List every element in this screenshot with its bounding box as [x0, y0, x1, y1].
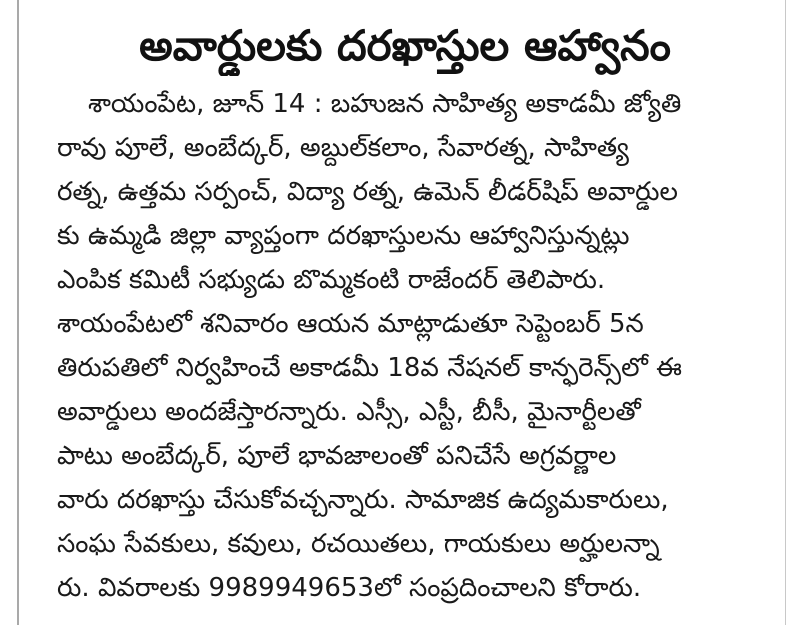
article-body-line: శాయంపేటలో శనివారం ఆయన మాట్లాడుతూ సెప్టెంబర్ 5న [57, 309, 644, 339]
article-body-line: రత్న, ఉత్తమ సర్పంచ్, విద్యా రత్న, ఉమెన్ లీడర్‌షిప్ అవార్డుల [57, 177, 678, 207]
article-body-line: రావు పూలే, అంబేద్కర్, అబ్దుల్‌కలాం, సేవారత్న, సాహిత్య [57, 133, 629, 163]
article-body-line: శాయంపేట, జూన్ 14 : బహుజన సాహిత్య అకాడమీ జ్యోతి [88, 89, 682, 119]
article-body-line: పాటు అంబేద్కర్, పూలే భావజాలంతో పనిచేసే అగ్రవర్ణాల [57, 441, 617, 471]
article-body-line: కు ఉమ్మడి జిల్లా వ్యాప్తంగా దరఖాస్తులను ఆహ్వానిస్తున్నట్లు [57, 221, 630, 251]
article-body-line: సంఘ సేవకులు, కవులు, రచయితలు, గాయకులు అర్హులన్నా [57, 529, 660, 559]
article-body-line: తిరుపతిలో నిర్వహించే అకాడమీ 18వ నేషనల్ కాన్ఫరెన్స్‌లో ఈ [57, 353, 682, 383]
article-headline: అవార్డులకు దరఖాస్తుల ఆహ్వానం [139, 21, 671, 70]
article-body-line: రు. వివరాలకు 9989949653లో సంప్రదించాలని కోరారు. [57, 573, 642, 603]
article-body-line: అవార్డులు అందజేస్తారన్నారు. ఎస్సీ, ఎస్టీ, బీసీ, మైనార్టీలతో [57, 397, 641, 427]
article-body-line: ఎంపిక కమిటీ సభ్యుడు బొమ్మకంటి రాజేందర్ తెలిపారు. [57, 265, 606, 295]
article-body-line: వారు దరఖాస్తు చేసుకోవచ్చన్నారు. సామాజిక ఉద్యమకారులు, [57, 485, 669, 515]
